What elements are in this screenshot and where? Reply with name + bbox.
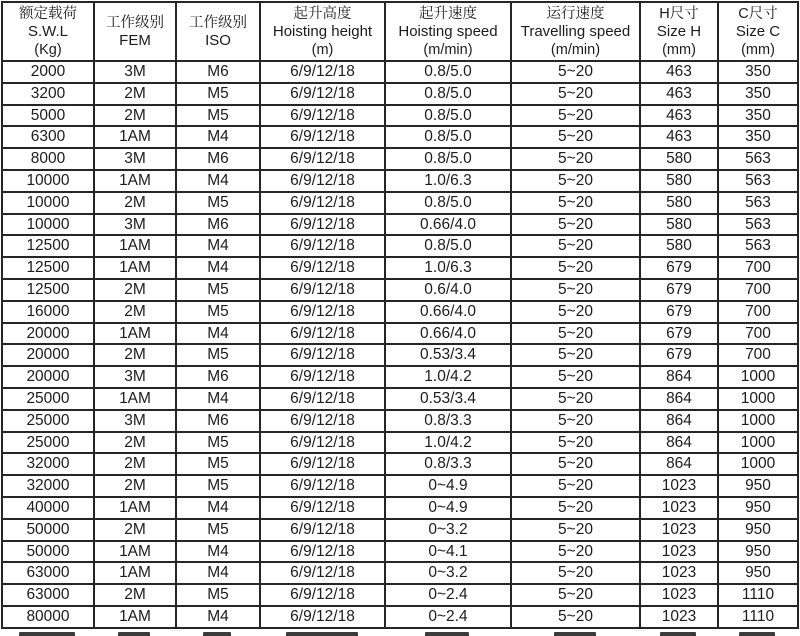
- cell-size_h: 864: [640, 453, 718, 475]
- cell-travelling_speed: 5~20: [511, 301, 640, 323]
- clipped-row-segment: [175, 632, 259, 636]
- clipped-row-segment: [1, 632, 93, 636]
- cell-travelling_speed: 5~20: [511, 475, 640, 497]
- cell-iso: M6: [176, 410, 260, 432]
- hoist-spec-table: [1, 1, 799, 629]
- cell-hoisting_speed: 0.6/4.0: [385, 279, 511, 301]
- cell-fem: 2M: [94, 301, 176, 323]
- cell-travelling_speed: 5~20: [511, 279, 640, 301]
- cell-size_c: 1110: [718, 606, 798, 628]
- cell-hoisting_speed: 0.66/4.0: [385, 323, 511, 345]
- table-row: [2, 453, 798, 475]
- cell-size_c: 700: [718, 257, 798, 279]
- cell-hoisting_height: 6/9/12/18: [260, 235, 385, 257]
- cell-iso: M4: [176, 541, 260, 563]
- cell-hoisting_speed: 0.8/5.0: [385, 235, 511, 257]
- cell-size_c: 1000: [718, 366, 798, 388]
- cell-travelling_speed: 5~20: [511, 126, 640, 148]
- column-header-en: Size C: [735, 22, 781, 40]
- clipped-next-row-remnant: [1, 632, 797, 636]
- table-row: [2, 606, 798, 628]
- column-header-unit: (m/min): [550, 41, 601, 58]
- column-header-zh: 工作级别: [189, 14, 247, 31]
- cell-size_h: 1023: [640, 562, 718, 584]
- column-header-hoisting_speed: [385, 2, 511, 61]
- cell-size_c: 950: [718, 519, 798, 541]
- cell-travelling_speed: 5~20: [511, 192, 640, 214]
- cell-hoisting_height: 6/9/12/18: [260, 453, 385, 475]
- cell-hoisting_speed: 0.8/5.0: [385, 148, 511, 170]
- cell-size_c: 350: [718, 83, 798, 105]
- cell-size_c: 700: [718, 279, 798, 301]
- cell-hoisting_height: 6/9/12/18: [260, 83, 385, 105]
- clipped-row-segment: [510, 632, 639, 636]
- column-header-swl: [2, 2, 94, 61]
- cell-hoisting_speed: 1.0/4.2: [385, 432, 511, 454]
- cell-size_c: 563: [718, 214, 798, 236]
- cell-size_h: 1023: [640, 497, 718, 519]
- table-row: [2, 61, 798, 83]
- cell-iso: M4: [176, 257, 260, 279]
- cell-fem: 2M: [94, 192, 176, 214]
- cell-size_h: 864: [640, 410, 718, 432]
- cell-swl: 63000: [2, 584, 94, 606]
- cell-hoisting_height: 6/9/12/18: [260, 126, 385, 148]
- cell-fem: 1AM: [94, 541, 176, 563]
- column-header-size_c: [718, 2, 798, 61]
- cell-hoisting_speed: 0~3.2: [385, 519, 511, 541]
- cell-size_c: 563: [718, 192, 798, 214]
- cell-size_c: 700: [718, 344, 798, 366]
- clipped-row-segment: [639, 632, 717, 636]
- column-header-zh: 工作级别: [106, 14, 164, 31]
- cell-size_h: 580: [640, 192, 718, 214]
- cell-iso: M6: [176, 214, 260, 236]
- cell-fem: 1AM: [94, 562, 176, 584]
- cell-fem: 3M: [94, 148, 176, 170]
- table-row: [2, 148, 798, 170]
- cell-hoisting_height: 6/9/12/18: [260, 279, 385, 301]
- cell-size_h: 580: [640, 235, 718, 257]
- cell-size_h: 463: [640, 105, 718, 127]
- table-row: [2, 366, 798, 388]
- table-row: [2, 562, 798, 584]
- column-header-travelling_speed: [511, 2, 640, 61]
- cell-travelling_speed: 5~20: [511, 497, 640, 519]
- cell-hoisting_speed: 0~2.4: [385, 584, 511, 606]
- table-row: [2, 192, 798, 214]
- cell-fem: 3M: [94, 214, 176, 236]
- cell-iso: M6: [176, 366, 260, 388]
- table-row: [2, 105, 798, 127]
- cell-hoisting_height: 6/9/12/18: [260, 170, 385, 192]
- column-header-zh: C尺寸: [738, 5, 778, 22]
- cell-travelling_speed: 5~20: [511, 432, 640, 454]
- cell-hoisting_height: 6/9/12/18: [260, 323, 385, 345]
- cell-iso: M4: [176, 323, 260, 345]
- cell-iso: M5: [176, 584, 260, 606]
- cell-size_c: 1000: [718, 453, 798, 475]
- cell-travelling_speed: 5~20: [511, 61, 640, 83]
- cell-travelling_speed: 5~20: [511, 214, 640, 236]
- cell-swl: 63000: [2, 562, 94, 584]
- cell-size_h: 864: [640, 366, 718, 388]
- cell-fem: 2M: [94, 519, 176, 541]
- cell-hoisting_height: 6/9/12/18: [260, 432, 385, 454]
- table-row: [2, 497, 798, 519]
- cell-fem: 1AM: [94, 497, 176, 519]
- column-header-unit: (Kg): [34, 41, 62, 58]
- cell-swl: 6300: [2, 126, 94, 148]
- table-row: [2, 388, 798, 410]
- table-row: [2, 235, 798, 257]
- clipped-row-segment: [384, 632, 510, 636]
- cell-iso: M5: [176, 301, 260, 323]
- table-row: [2, 83, 798, 105]
- cell-iso: M5: [176, 475, 260, 497]
- cell-hoisting_speed: 0.8/5.0: [385, 192, 511, 214]
- column-header-zh: H尺寸: [659, 5, 699, 22]
- cell-size_h: 580: [640, 148, 718, 170]
- cell-fem: 2M: [94, 475, 176, 497]
- cell-fem: 2M: [94, 432, 176, 454]
- table-row: [2, 323, 798, 345]
- table-row: [2, 170, 798, 192]
- cell-swl: 25000: [2, 388, 94, 410]
- cell-travelling_speed: 5~20: [511, 235, 640, 257]
- cell-hoisting_height: 6/9/12/18: [260, 562, 385, 584]
- cell-swl: 25000: [2, 432, 94, 454]
- cell-fem: 1AM: [94, 170, 176, 192]
- cell-swl: 20000: [2, 344, 94, 366]
- cell-fem: 1AM: [94, 606, 176, 628]
- cell-hoisting_height: 6/9/12/18: [260, 388, 385, 410]
- cell-swl: 2000: [2, 61, 94, 83]
- cell-hoisting_height: 6/9/12/18: [260, 410, 385, 432]
- cell-travelling_speed: 5~20: [511, 388, 640, 410]
- cell-size_h: 580: [640, 170, 718, 192]
- cell-size_c: 1110: [718, 584, 798, 606]
- cell-travelling_speed: 5~20: [511, 541, 640, 563]
- cell-travelling_speed: 5~20: [511, 148, 640, 170]
- cell-size_c: 563: [718, 170, 798, 192]
- cell-hoisting_height: 6/9/12/18: [260, 257, 385, 279]
- cell-swl: 12500: [2, 257, 94, 279]
- cell-hoisting_height: 6/9/12/18: [260, 214, 385, 236]
- cell-swl: 50000: [2, 541, 94, 563]
- table-header: [2, 2, 798, 61]
- column-header-en: FEM: [119, 31, 151, 49]
- cell-hoisting_height: 6/9/12/18: [260, 344, 385, 366]
- cell-size_h: 463: [640, 61, 718, 83]
- column-header-iso: [176, 2, 260, 61]
- cell-size_c: 563: [718, 235, 798, 257]
- cell-fem: 2M: [94, 83, 176, 105]
- cell-swl: 25000: [2, 410, 94, 432]
- cell-hoisting_speed: 0.8/5.0: [385, 83, 511, 105]
- cell-travelling_speed: 5~20: [511, 344, 640, 366]
- table-row: [2, 519, 798, 541]
- cell-size_h: 1023: [640, 584, 718, 606]
- cell-hoisting_height: 6/9/12/18: [260, 519, 385, 541]
- cell-travelling_speed: 5~20: [511, 257, 640, 279]
- cell-swl: 8000: [2, 148, 94, 170]
- cell-hoisting_speed: 0.53/3.4: [385, 344, 511, 366]
- cell-iso: M6: [176, 61, 260, 83]
- cell-travelling_speed: 5~20: [511, 366, 640, 388]
- cell-fem: 2M: [94, 279, 176, 301]
- cell-hoisting_height: 6/9/12/18: [260, 475, 385, 497]
- cell-fem: 3M: [94, 410, 176, 432]
- table-row: [2, 257, 798, 279]
- cell-hoisting_height: 6/9/12/18: [260, 61, 385, 83]
- cell-hoisting_speed: 0.8/5.0: [385, 105, 511, 127]
- column-header-size_h: [640, 2, 718, 61]
- cell-hoisting_speed: 0.8/3.3: [385, 410, 511, 432]
- column-header-zh: 运行速度: [546, 5, 605, 22]
- cell-hoisting_speed: 0.66/4.0: [385, 301, 511, 323]
- cell-iso: M5: [176, 83, 260, 105]
- cell-hoisting_speed: 0.8/3.3: [385, 453, 511, 475]
- cell-travelling_speed: 5~20: [511, 323, 640, 345]
- column-header-en: S.W.L: [27, 22, 68, 40]
- cell-iso: M5: [176, 192, 260, 214]
- cell-fem: 2M: [94, 453, 176, 475]
- clipped-row-segment: [717, 632, 797, 636]
- cell-fem: 2M: [94, 584, 176, 606]
- cell-hoisting_speed: 1.0/4.2: [385, 366, 511, 388]
- cell-iso: M5: [176, 105, 260, 127]
- cell-hoisting_height: 6/9/12/18: [260, 584, 385, 606]
- cell-hoisting_height: 6/9/12/18: [260, 366, 385, 388]
- cell-travelling_speed: 5~20: [511, 606, 640, 628]
- cell-size_h: 679: [640, 344, 718, 366]
- cell-swl: 3200: [2, 83, 94, 105]
- cell-size_c: 950: [718, 497, 798, 519]
- cell-iso: M4: [176, 388, 260, 410]
- cell-size_c: 700: [718, 301, 798, 323]
- cell-travelling_speed: 5~20: [511, 105, 640, 127]
- column-header-fem: [94, 2, 176, 61]
- cell-hoisting_speed: 0~4.1: [385, 541, 511, 563]
- cell-hoisting_speed: 0.66/4.0: [385, 214, 511, 236]
- column-header-zh: 起升速度: [419, 5, 477, 22]
- cell-size_c: 350: [718, 61, 798, 83]
- table-row: [2, 475, 798, 497]
- cell-iso: M5: [176, 519, 260, 541]
- cell-size_c: 350: [718, 105, 798, 127]
- cell-iso: M4: [176, 170, 260, 192]
- cell-size_h: 1023: [640, 519, 718, 541]
- cell-swl: 16000: [2, 301, 94, 323]
- cell-hoisting_speed: 0~2.4: [385, 606, 511, 628]
- column-header-unit: (m): [311, 41, 334, 58]
- column-header-en: ISO: [205, 31, 231, 49]
- cell-iso: M4: [176, 562, 260, 584]
- cell-fem: 3M: [94, 366, 176, 388]
- column-header-en: Size H: [656, 22, 702, 40]
- cell-iso: M4: [176, 235, 260, 257]
- cell-hoisting_speed: 0~4.9: [385, 497, 511, 519]
- table-row: [2, 344, 798, 366]
- cell-iso: M5: [176, 453, 260, 475]
- cell-travelling_speed: 5~20: [511, 584, 640, 606]
- cell-iso: M4: [176, 497, 260, 519]
- cell-hoisting_speed: 1.0/6.3: [385, 170, 511, 192]
- cell-size_h: 679: [640, 279, 718, 301]
- cell-hoisting_speed: 0.8/5.0: [385, 61, 511, 83]
- table-row: [2, 584, 798, 606]
- cell-fem: 1AM: [94, 388, 176, 410]
- cell-hoisting_height: 6/9/12/18: [260, 541, 385, 563]
- cell-fem: 3M: [94, 61, 176, 83]
- cell-hoisting_height: 6/9/12/18: [260, 301, 385, 323]
- table-row: [2, 432, 798, 454]
- cell-fem: 1AM: [94, 235, 176, 257]
- cell-swl: 12500: [2, 279, 94, 301]
- cell-size_c: 950: [718, 475, 798, 497]
- column-header-unit: (m/min): [423, 41, 473, 58]
- cell-size_c: 700: [718, 323, 798, 345]
- cell-size_h: 864: [640, 432, 718, 454]
- cell-iso: M5: [176, 432, 260, 454]
- cell-size_h: 463: [640, 83, 718, 105]
- cell-fem: 2M: [94, 344, 176, 366]
- cell-size_h: 679: [640, 323, 718, 345]
- column-header-unit: (mm): [741, 41, 775, 58]
- cell-hoisting_height: 6/9/12/18: [260, 192, 385, 214]
- cell-fem: 1AM: [94, 257, 176, 279]
- column-header-en: Hoisting height: [272, 22, 373, 40]
- cell-size_h: 463: [640, 126, 718, 148]
- table-row: [2, 541, 798, 563]
- cell-size_h: 1023: [640, 541, 718, 563]
- cell-size_c: 563: [718, 148, 798, 170]
- cell-size_h: 1023: [640, 475, 718, 497]
- cell-fem: 1AM: [94, 126, 176, 148]
- cell-size_c: 1000: [718, 410, 798, 432]
- table-row: [2, 301, 798, 323]
- cell-travelling_speed: 5~20: [511, 519, 640, 541]
- cell-hoisting_height: 6/9/12/18: [260, 148, 385, 170]
- cell-swl: 5000: [2, 105, 94, 127]
- cell-swl: 20000: [2, 366, 94, 388]
- cell-size_h: 1023: [640, 606, 718, 628]
- table-row: [2, 126, 798, 148]
- cell-iso: M4: [176, 606, 260, 628]
- column-header-en: Travelling speed: [520, 22, 631, 40]
- cell-size_h: 580: [640, 214, 718, 236]
- table-row: [2, 410, 798, 432]
- cell-swl: 10000: [2, 214, 94, 236]
- cell-swl: 50000: [2, 519, 94, 541]
- column-header-unit: (mm): [662, 41, 696, 58]
- cell-swl: 32000: [2, 475, 94, 497]
- cell-size_c: 950: [718, 541, 798, 563]
- cell-travelling_speed: 5~20: [511, 453, 640, 475]
- cell-size_h: 864: [640, 388, 718, 410]
- cell-travelling_speed: 5~20: [511, 170, 640, 192]
- cell-hoisting_speed: 1.0/6.3: [385, 257, 511, 279]
- cell-travelling_speed: 5~20: [511, 562, 640, 584]
- column-header-zh: 起升高度: [293, 5, 352, 22]
- cell-swl: 80000: [2, 606, 94, 628]
- column-header-hoisting_height: [260, 2, 385, 61]
- cell-size_c: 1000: [718, 432, 798, 454]
- cell-hoisting_height: 6/9/12/18: [260, 105, 385, 127]
- cell-swl: 10000: [2, 170, 94, 192]
- cell-travelling_speed: 5~20: [511, 410, 640, 432]
- header-row: [2, 2, 798, 61]
- cell-hoisting_speed: 0~4.9: [385, 475, 511, 497]
- cell-travelling_speed: 5~20: [511, 83, 640, 105]
- cell-fem: 2M: [94, 105, 176, 127]
- cell-swl: 10000: [2, 192, 94, 214]
- cell-iso: M6: [176, 148, 260, 170]
- cell-swl: 32000: [2, 453, 94, 475]
- cell-hoisting_speed: 0.53/3.4: [385, 388, 511, 410]
- cell-size_h: 679: [640, 301, 718, 323]
- cell-iso: M5: [176, 279, 260, 301]
- cell-size_h: 679: [640, 257, 718, 279]
- cell-size_c: 350: [718, 126, 798, 148]
- cell-iso: M5: [176, 344, 260, 366]
- table-row: [2, 279, 798, 301]
- cell-hoisting_height: 6/9/12/18: [260, 497, 385, 519]
- cell-swl: 40000: [2, 497, 94, 519]
- cell-hoisting_speed: 0.8/5.0: [385, 126, 511, 148]
- cell-iso: M4: [176, 126, 260, 148]
- column-header-en: Hoisting speed: [398, 22, 498, 40]
- cell-fem: 1AM: [94, 323, 176, 345]
- cell-swl: 20000: [2, 323, 94, 345]
- cell-swl: 12500: [2, 235, 94, 257]
- clipped-row-segment: [259, 632, 384, 636]
- cell-hoisting_speed: 0~3.2: [385, 562, 511, 584]
- cell-size_c: 1000: [718, 388, 798, 410]
- cell-hoisting_height: 6/9/12/18: [260, 606, 385, 628]
- table-row: [2, 214, 798, 236]
- clipped-row-segment: [93, 632, 175, 636]
- column-header-zh: 额定载荷: [19, 5, 77, 22]
- cell-size_c: 950: [718, 562, 798, 584]
